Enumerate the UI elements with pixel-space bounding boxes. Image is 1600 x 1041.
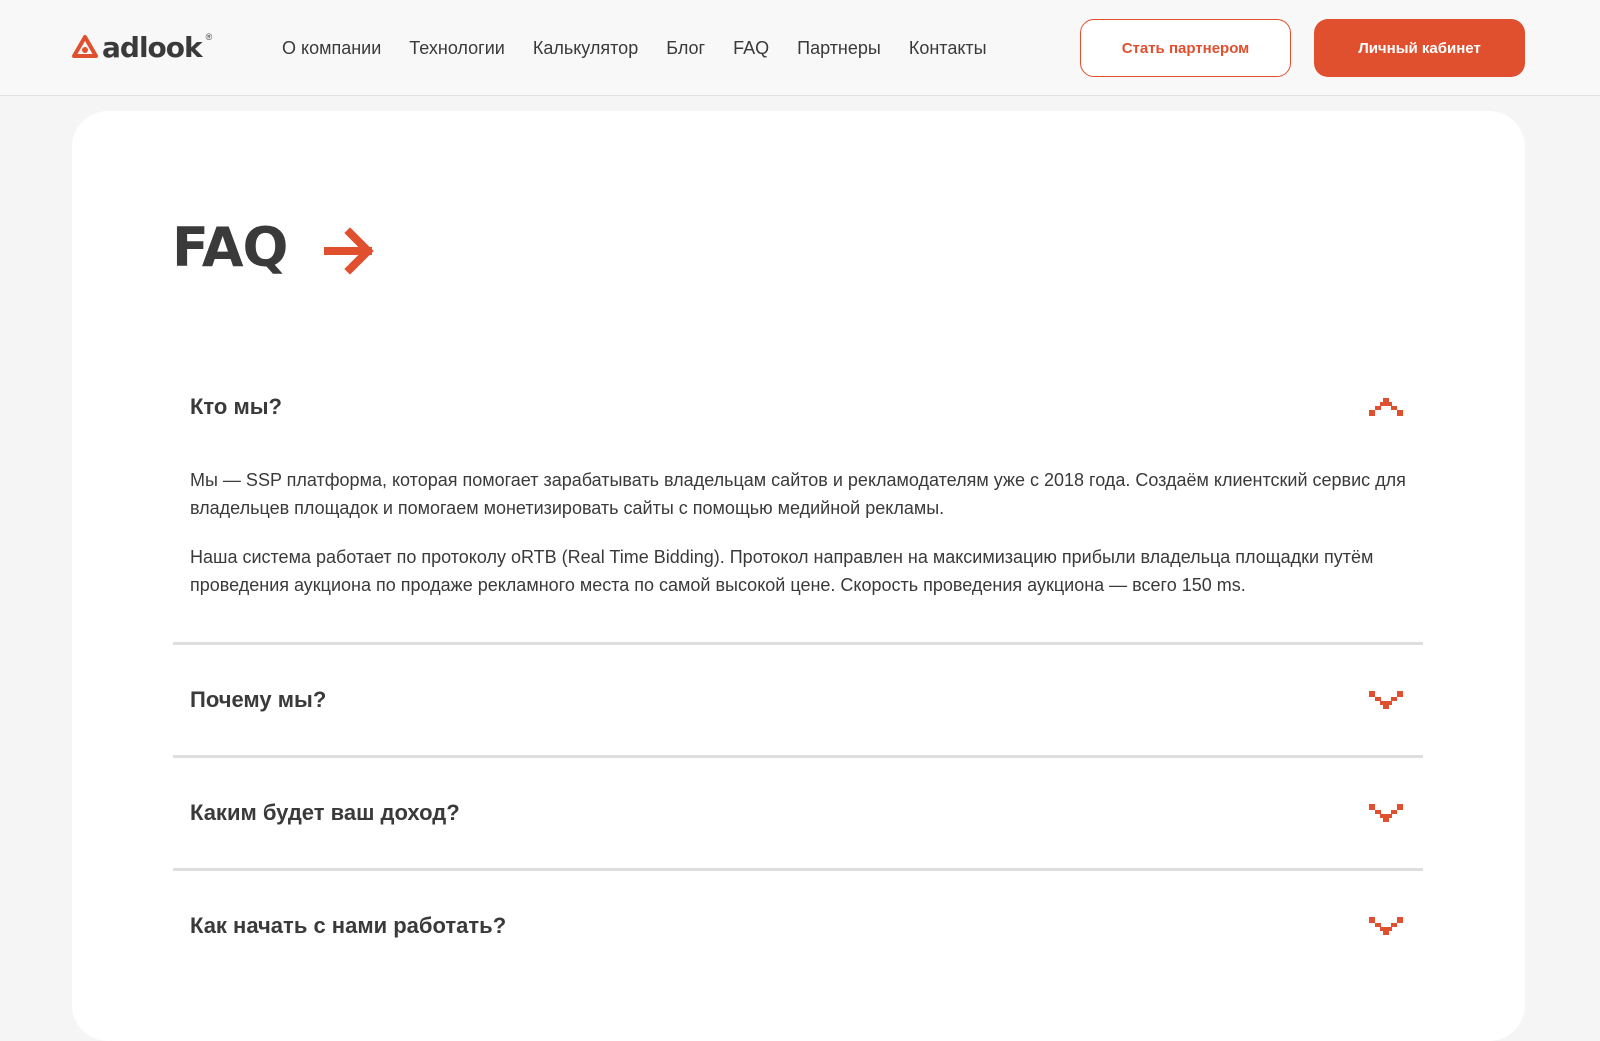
faq-item [173,358,1423,645]
faq-question-who-we-are[interactable] [173,358,1423,456]
chevron-down-icon[interactable] [1369,691,1403,709]
become-partner-button[interactable]: Стать партнером [1080,19,1291,77]
chevron-down-icon[interactable] [1369,804,1403,822]
adlook-logo[interactable] [72,30,212,64]
nav-link-calculator[interactable]: Калькулятор [532,38,639,58]
faq-list [173,358,1423,981]
nav-link-faq[interactable]: FAQ [733,38,770,58]
faq-item [173,871,1423,981]
faq-question-income[interactable] [173,758,1423,868]
arrow-right-icon [324,225,376,277]
nav-link-blog[interactable]: Блог [666,38,706,58]
logo-text: adlook [102,30,202,64]
faq-answer-paragraph: Мы — SSP платформа, которая помогает зарабатывать владельцам сайтов и рекламодателям уже с 2018 года. Создаём клиентский сервис для владельцев площадок и помогаем монетизировать сайты с помощью медийной рекламы. [190,470,1406,518]
nav-link-partners[interactable]: Партнеры [797,38,881,58]
faq-answer-paragraph: Наша система работает по протоколу oRTB (Real Time Bidding). Протокол направлен на максимизацию прибыли владельца площадки путём проведения аукциона по продаже рекламного места по самой высокой цене. Скорость проведения аукциона — всего 150 ms. [190,547,1374,595]
faq-answer [173,456,1423,642]
faq-question-text: Как начать с нами работать? [190,913,507,938]
logo-mark-icon [72,34,98,60]
chevron-down-icon[interactable] [1369,917,1403,935]
site-header [0,0,1600,96]
faq-item [173,645,1423,758]
faq-question-how-to-start[interactable] [173,871,1423,981]
chevron-up-icon[interactable] [1369,398,1403,416]
faq-question-text: Почему мы? [190,687,327,712]
logo-registered-mark: ® [205,32,213,42]
nav-link-technologies[interactable]: Технологии [409,38,505,58]
nav-link-contacts[interactable]: Контакты [908,38,987,58]
faq-item [173,758,1423,871]
faq-question-text: Кто мы? [190,394,282,419]
personal-account-button[interactable]: Личный кабинет [1314,19,1525,77]
page-title: FAQ [172,216,288,279]
main-nav [282,36,1015,60]
faq-question-text: Каким будет ваш доход? [190,800,460,825]
faq-question-why-us[interactable] [173,645,1423,755]
nav-link-about[interactable]: О компании [282,38,382,58]
faq-card [72,111,1525,1041]
